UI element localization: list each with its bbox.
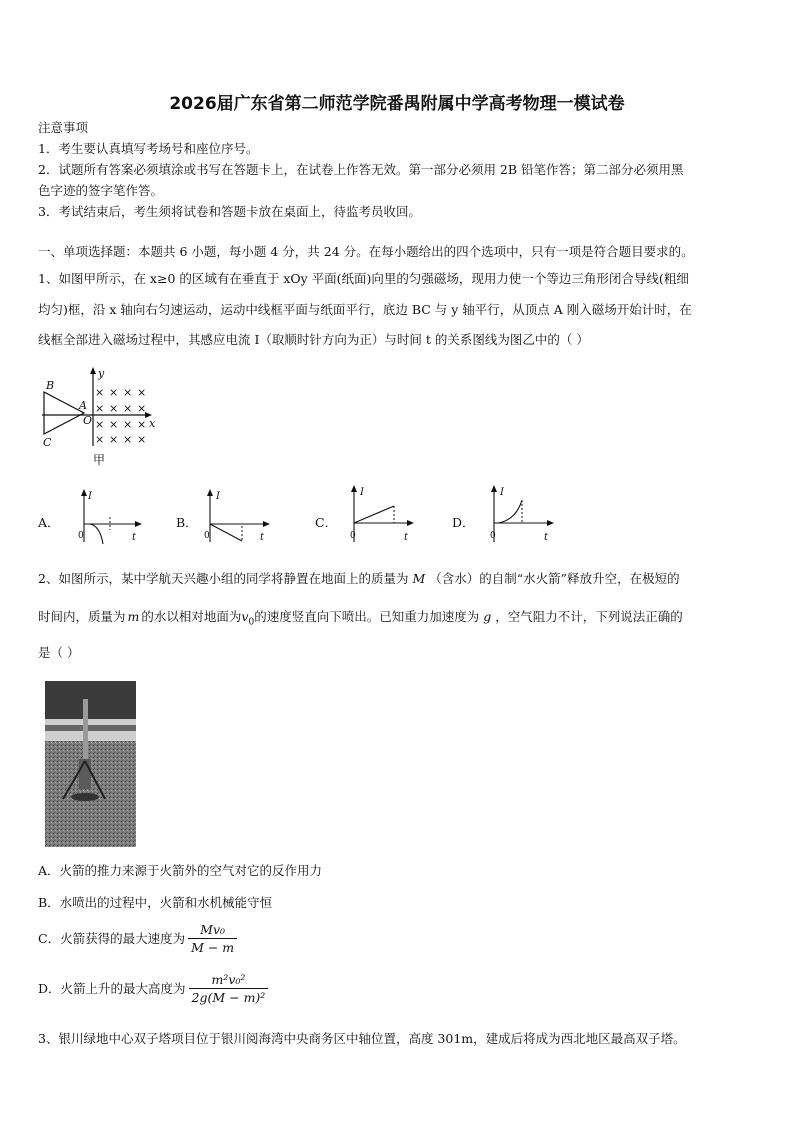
field-cross: × [95,386,105,399]
axis-zero: 0 [490,531,496,541]
axis-t: t [404,532,409,543]
axis-t: t [260,532,265,543]
q2-var-g: g [483,609,492,624]
q2-text: 2、如图所示，某中学航天兴趣小组的同学将静置在地面上的质量为 [38,571,409,586]
q2-var-v-sub: 0 [248,617,255,628]
q1-option-b-graph [196,486,278,548]
q1-option-c-graph [340,482,420,548]
axis-zero: 0 [78,531,84,541]
q1-line-3: 线框全部进入磁场过程中，其感应电流 I（取顺时针方向为正）与时间 t 的关系图线为图乙中的（ ） [38,332,589,347]
label-x: x [149,417,156,430]
q2-text: 的水以相对地面为 [141,609,242,624]
field-cross: × [109,418,119,431]
field-cross: × [95,433,105,446]
q2-option-c-text: C．火箭获得的最大速度为 [38,930,186,946]
q2-option-b: B．水喷出的过程中，火箭和水机械能守恒 [38,895,273,910]
q2-option-d-fraction [189,972,269,1005]
q2-text: ，空气阻力不计，下列说法正确的 [495,609,683,624]
notice-item-3: 3．考试结束后，考生须将试卷和答题卡放在桌面上，待监考员收回。 [38,204,421,219]
q1-option-b-label: B． [176,515,198,530]
q1-option-d-label: D． [452,515,475,530]
q2-option-d [38,972,271,1005]
q2-text: 时间内，质量为 [38,609,126,624]
axis-t: t [132,532,137,543]
notice-item-2: 2．试题所有答案必须填涂或书写在答题卡上，在试卷上作答无效。第一部分必须用 2B 铅笔作答；第二部分必须用黑 [38,162,684,177]
notice-item-1: 1．考生要认真填写考场号和座位序号。 [38,141,259,156]
q1-line-1: 1、如图甲所示，在 x≥0 的区域有在垂直于 xOy 平面(纸面)向里的匀强磁场，现用力使一个等边三角形闭合导线(粗细 [38,271,689,286]
q2-option-d-text: D．火箭上升的最大高度为 [38,980,186,996]
q2-line-2 [38,608,683,632]
q2-option-c-fraction [188,922,237,955]
label-a: A [79,399,87,412]
q1-option-d-graph [480,482,560,548]
axis-t: t [544,532,549,543]
fraction-numerator: Mv₀ [188,922,237,939]
field-cross: × [137,433,147,446]
field-cross: × [109,433,119,446]
water-rocket-photo [45,681,136,847]
label-b: B [46,379,55,392]
q2-var-v: v [241,609,249,624]
fraction-denominator: M − m [191,940,235,955]
axis-i: I [88,491,92,502]
q2-option-c [38,922,240,955]
fraction-numerator: m²v₀² [189,972,269,989]
q2-var-m: m [127,609,140,624]
exam-title: 2026届广东省第二师范学院番禺附属中学高考物理一模试卷 [169,94,625,114]
field-cross: × [123,386,133,399]
axis-i: I [500,487,504,498]
field-cross: × [109,402,119,415]
figure-label-jia: 甲 [93,453,106,467]
field-cross: × [95,418,105,431]
axis-zero: 0 [204,531,210,541]
section-heading: 一、单项选择题：本题共 6 小题，每小题 4 分，共 24 分。在每小题给出的四个选项中，只有一项是符合题目要求的。 [38,244,694,259]
q2-option-a: A．火箭的推力来源于火箭外的空气对它的反作用力 [38,863,323,878]
axis-zero: 0 [350,531,356,541]
axis-i: I [216,491,220,502]
q1-option-a-label: A． [38,515,60,530]
notice-item-2-cont: 色字迹的签字笔作答。 [38,183,164,198]
field-cross: × [123,433,133,446]
q1-line-2: 均匀)框，沿 x 轴向右匀速运动，运动中线框平面与纸面平行，底边 BC 与 y 轴平行，从顶点 A 刚入磁场开始计时，在 [38,302,692,317]
q2-line-1 [38,570,680,588]
field-cross: × [123,402,133,415]
q3-line-1: 3、银川绿地中心双子塔项目位于银川阅海湾中央商务区中轴位置，高度 301m，建成后将成为西北地区最高双子塔。 [38,1031,686,1046]
q1-figure-jia [36,366,166,470]
axis-i: I [360,487,364,498]
label-o: O [83,414,93,427]
fraction-denominator: 2g(M − m)² [191,990,266,1005]
field-cross: × [137,402,147,415]
label-c: C [43,436,52,449]
q2-line-3: 是（ ） [38,645,80,660]
label-y: y [98,367,105,380]
field-cross: × [95,402,105,415]
q1-option-c-label: C． [315,515,338,530]
q2-text: （含水）的自制“水火箭”释放升空，在极短的 [429,571,680,586]
q2-var-m-big: M [412,571,426,586]
field-cross: × [109,386,119,399]
q1-option-a-graph [70,486,148,548]
field-cross: × [137,386,147,399]
notice-heading: 注意事项 [38,120,89,135]
field-cross: × [137,418,147,431]
q2-text: 的速度竖直向下喷出。已知重力加速度为 [254,609,480,624]
field-cross: × [123,418,133,431]
